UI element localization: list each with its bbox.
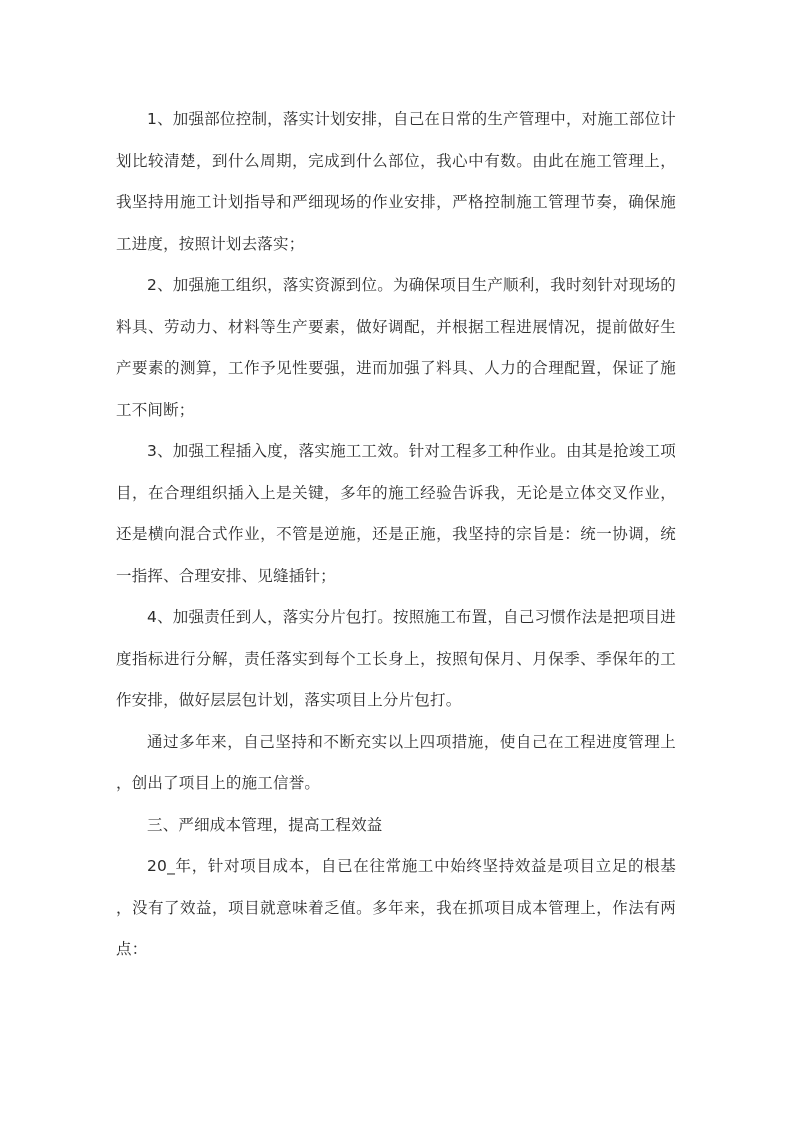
document-body xyxy=(116,99,676,971)
paragraph-4-responsibility: 4、加强责任到人，落实分片包打。按照施工布置，自己习惯作法是把项目进度指标进行分解，责任落实到每个工长身上，按照旬保月、月保季、季保年的工作安排，做好层层包计划，落实项目上分片包打。 xyxy=(116,608,676,709)
paragraph-1-schedule-control: 1、加强部位控制，落实计划安排，自己在日常的生产管理中，对施工部位计划比较清楚，到什么周期，完成到什么部位，我心中有数。由此在施工管理上，我坚持用施工计划指导和严细现场的作业安排，严格控制施工管理节奏，确保施工进度，按照计划去落实； xyxy=(116,110,676,253)
paragraph-5-summary: 通过多年来，自己坚持和不断充实以上四项措施，使自己在工程进度管理上，创出了项目上的施工信誉。 xyxy=(116,732,676,792)
paragraph-2-construction-organization: 2、加强施工组织，落实资源到位。为确保项目生产顺利，我时刻针对现场的料具、劳动力、材料等生产要素，做好调配，并根据工程进展情况，提前做好生产要素的测算，工作予见性要强，进而加强了料具、人力的合理配置，保证了施工不间断； xyxy=(116,276,676,419)
paragraph-7-project-cost: 20_年，针对项目成本，自已在往常施工中始终坚持效益是项目立足的根基，没有了效益，项目就意味着乏值。多年来，我在抓项目成本管理上，作法有两点： xyxy=(116,857,676,958)
section-heading-cost-management: 三、严细成本管理，提高工程效益 xyxy=(147,815,383,834)
paragraph-3-engineering-insertion: 3、加强工程插入度，落实施工工效。针对工程多工种作业。由其是抢竣工项目，在合理组织插入上是关键，多年的施工经验告诉我，无论是立体交叉作业，还是横向混合式作业，不管是逆施，还是正施，我坚持的宗旨是：统一协调，统一指挥、合理安排、见缝插针； xyxy=(116,442,676,585)
